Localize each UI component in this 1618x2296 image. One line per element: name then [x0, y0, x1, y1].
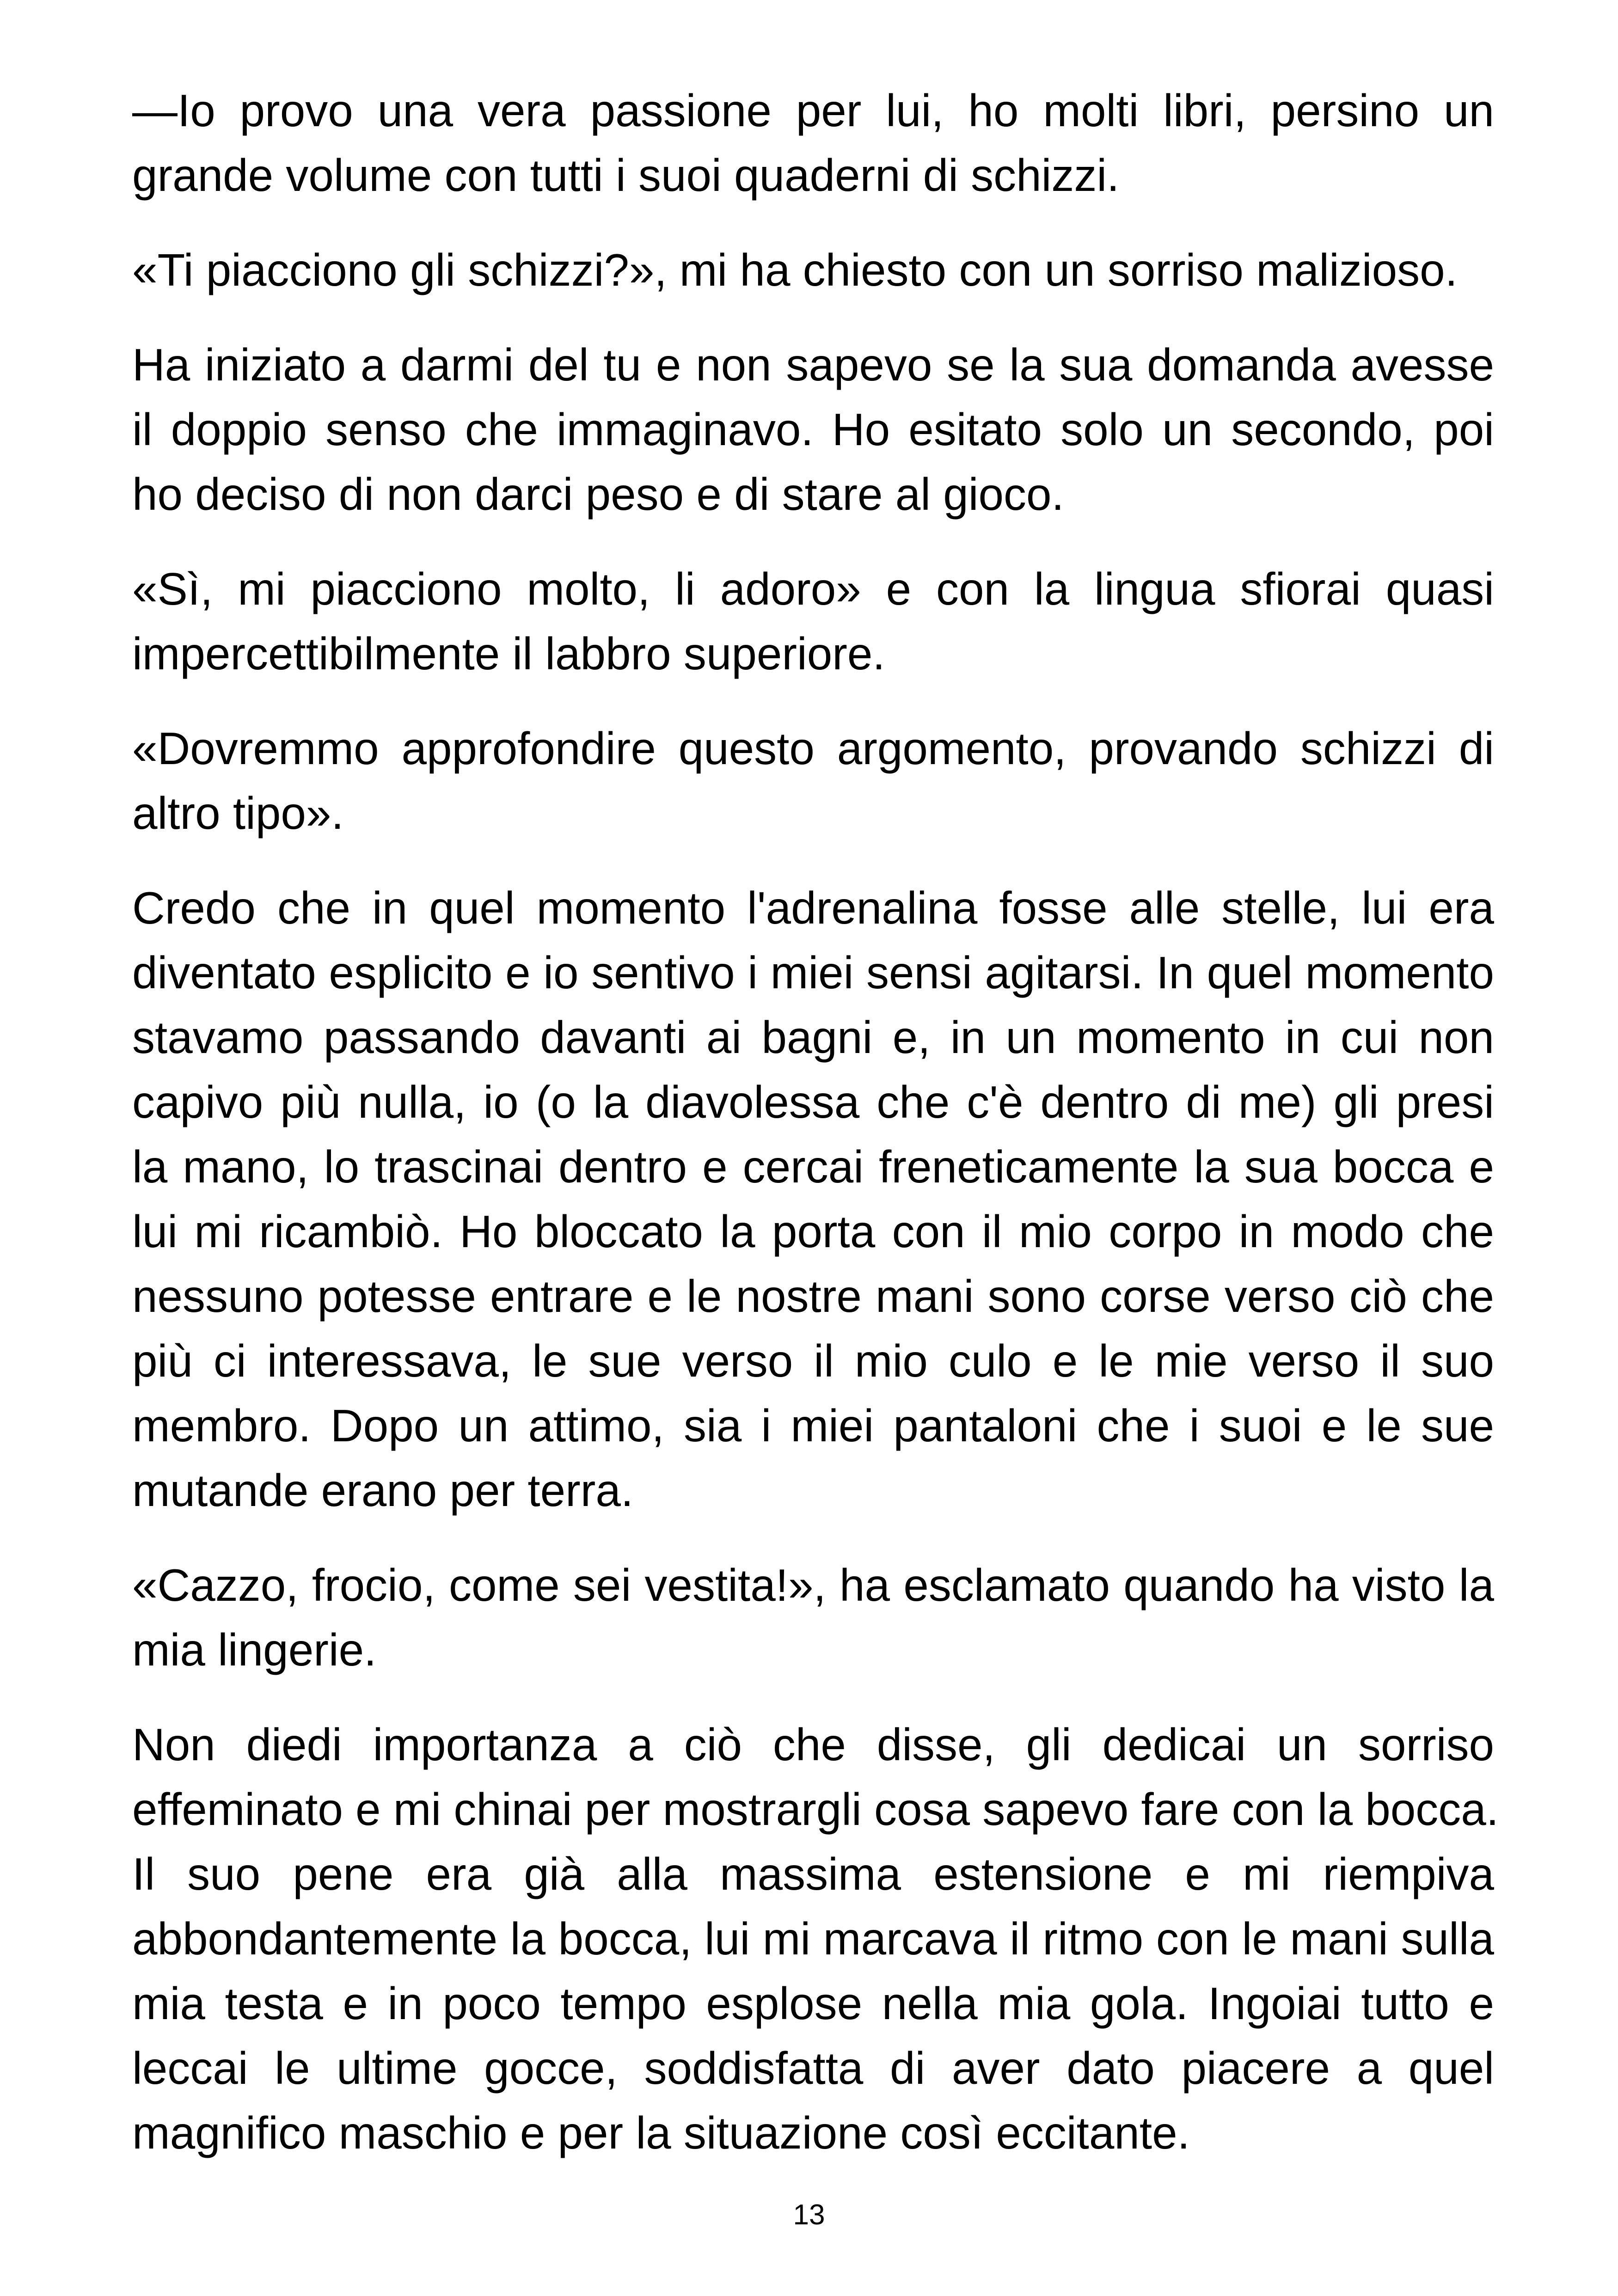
paragraph: [132, 557, 1494, 686]
text-line: ho deciso di non darci peso e di stare al gioco.: [132, 469, 1064, 520]
text-line: «Ti piacciono gli schizzi?», mi ha chiesto con un sorriso malizioso.: [132, 245, 1458, 295]
text-line: «Dovremmo approfondire questo argomento, provando schizzi di: [132, 723, 1494, 774]
text-line: membro. Dopo un attimo, sia i miei pantaloni che i suoi e le sue: [132, 1400, 1494, 1451]
text-line: mutande erano per terra.: [132, 1465, 634, 1516]
page-number: 13: [793, 2199, 825, 2231]
text-line: la mano, lo trascinai dentro e cercai freneticamente la sua bocca e: [132, 1141, 1494, 1192]
paragraph: [132, 1553, 1494, 1682]
paragraph: [132, 716, 1494, 845]
text-line: leccai le ultime gocce, soddisfatta di aver dato piacere a quel: [132, 2043, 1494, 2094]
text-line: «Cazzo, frocio, come sei vestita!», ha esclamato quando ha visto la: [132, 1560, 1494, 1610]
text-line: impercettibilmente il labbro superiore.: [132, 628, 885, 679]
page-body: [132, 78, 1499, 2165]
text-line: Credo che in quel momento l'adrenalina fosse alle stelle, lui era: [132, 882, 1494, 933]
text-line: «Sì, mi piacciono molto, li adoro» e con la lingua sfiorai quasi: [132, 563, 1494, 614]
text-line: stavamo passando davanti ai bagni e, in un momento in cui non: [132, 1012, 1494, 1063]
text-line: diventato esplicito e io sentivo i miei sensi agitarsi. In quel momento: [132, 947, 1494, 998]
text-line: magnifico maschio e per la situazione così eccitante.: [132, 2107, 1190, 2158]
text-line: Ha iniziato a darmi del tu e non sapevo se la sua domanda avesse: [132, 339, 1494, 390]
text-line: il doppio senso che immaginavo. Ho esitato solo un secondo, poi: [132, 404, 1494, 455]
paragraph: [132, 876, 1494, 1523]
paragraph: [132, 332, 1494, 527]
text-line: abbondantemente la bocca, lui mi marcava il ritmo con le mani sulla: [132, 1913, 1494, 1964]
text-line: Il suo pene era già alla massima estensione e mi riempiva: [132, 1849, 1494, 1899]
paragraph: [132, 1712, 1499, 2165]
text-line: Non diedi importanza a ciò che disse, gli dedicai un sorriso: [132, 1719, 1494, 1770]
text-line: mia testa e in poco tempo esplose nella mia gola. Ingoiai tutto e: [132, 1978, 1494, 2029]
text-line: grande volume con tutti i suoi quaderni di schizzi.: [132, 150, 1120, 201]
text-line: nessuno potesse entrare e le nostre mani sono corse verso ciò che: [132, 1271, 1494, 1322]
text-line: altro tipo».: [132, 788, 344, 839]
paragraph: [132, 238, 1494, 302]
text-line: —Io provo una vera passione per lui, ho molti libri, persino un: [132, 85, 1494, 136]
text-line: capivo più nulla, io (o la diavolessa che c'è dentro di me) gli presi: [132, 1077, 1494, 1127]
text-line: lui mi ricambiò. Ho bloccato la porta con il mio corpo in modo che: [132, 1206, 1494, 1257]
text-line: effeminato e mi chinai per mostrargli cosa sapevo fare con la bocca.: [132, 1784, 1499, 1835]
paragraph: [132, 78, 1494, 208]
text-line: mia lingerie.: [132, 1624, 377, 1675]
text-line: più ci interessava, le sue verso il mio culo e le mie verso il suo: [132, 1335, 1494, 1386]
